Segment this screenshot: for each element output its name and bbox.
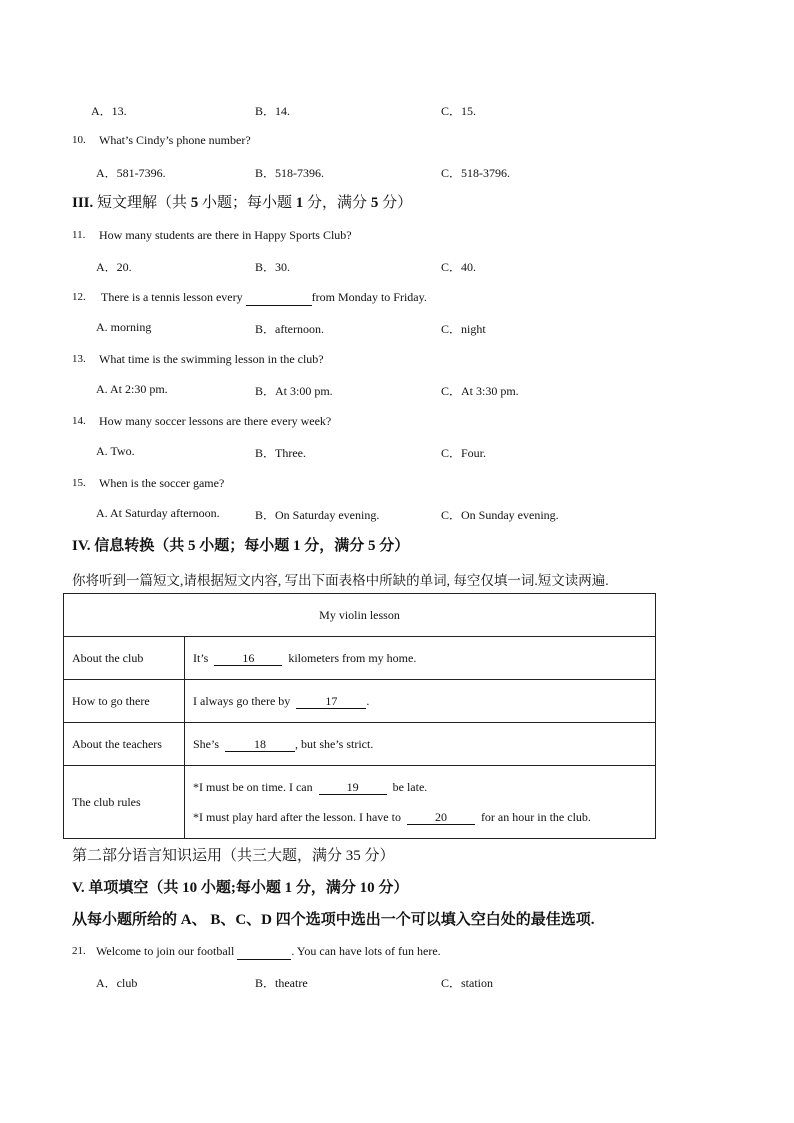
rule-text-before: *I must be on time. I can — [193, 780, 313, 794]
q15-option-c[interactable]: C．On Sunday evening. — [441, 508, 559, 522]
q14-option-a[interactable]: A. Two. — [96, 444, 135, 458]
q21-option-a[interactable]: A．club — [96, 976, 138, 990]
row-content — [185, 680, 656, 723]
answer-blank-16[interactable]: 16 — [214, 652, 282, 666]
q15-option-a[interactable]: A. At Saturday afternoon. — [96, 506, 220, 520]
section-text: 小题；每小题 — [202, 195, 293, 211]
answer-blank-20[interactable]: 20 — [407, 811, 475, 825]
row-content — [185, 637, 656, 680]
table-row — [64, 723, 656, 766]
q9-option-c[interactable]: C．15. — [441, 104, 477, 118]
row-text-after: kilometers from my home. — [288, 650, 417, 665]
q12-option-c[interactable]: C．night — [441, 322, 486, 336]
answer-blank-19[interactable]: 19 — [319, 781, 387, 795]
section-each: 1 — [295, 195, 304, 211]
row-content — [185, 723, 656, 766]
row-label: About the teachers — [64, 723, 185, 766]
table-row — [64, 766, 656, 839]
question-text: How many soccer lessons are there every week? — [99, 414, 332, 428]
table-title: My violin lesson — [64, 594, 656, 637]
q10-option-c[interactable]: C．518-3796. — [441, 166, 511, 180]
part-2-heading: 第二部分语言知识运用（共三大题，满分 35 分） — [72, 848, 395, 864]
question-number: 10. — [72, 134, 86, 146]
q21-option-c[interactable]: C．station — [441, 976, 494, 990]
question-text: What time is the swimming lesson in the club? — [99, 352, 324, 366]
question-number: 14. — [72, 415, 86, 427]
row-label: The club rules — [64, 766, 185, 839]
info-table — [63, 593, 656, 839]
q13-option-c[interactable]: C．At 3:30 pm. — [441, 384, 519, 398]
question-number: 13. — [72, 353, 86, 365]
section-5-heading: V. 单项填空（共 10 小题;每小题 1 分，满分 10 分） — [72, 880, 409, 896]
section-5-instruction: 从每小题所给的 A、 B、C、D 四个选项中选出一个可以填入空白处的最佳选项. — [72, 912, 595, 928]
rule-text-before: *I must play hard after the lesson. I have to — [193, 810, 401, 824]
rule-text-after: for an hour in the club. — [480, 810, 591, 824]
question-text-before: Welcome to join our football — [96, 944, 235, 958]
question-text-after: from Monday to Friday. — [311, 290, 427, 304]
row-label: How to go there — [64, 680, 185, 723]
section-4-heading: IV. 信息转换（共 5 小题；每小题 1 分，满分 5 分） — [72, 538, 410, 554]
q21-option-b[interactable]: B．theatre — [255, 976, 308, 990]
q9-option-a[interactable]: A．13. — [91, 104, 127, 118]
q9-option-b[interactable]: B．14. — [255, 104, 291, 118]
question-number: 12. — [72, 291, 86, 303]
section-count: 5 — [190, 195, 199, 211]
section-3-heading — [72, 194, 412, 212]
q13-option-a[interactable]: A. At 2:30 pm. — [96, 382, 168, 396]
row-text-after: . — [366, 693, 370, 708]
row-text-before: It’s — [193, 650, 209, 665]
question-text: When is the soccer game? — [99, 476, 225, 490]
section-title: 短文理解（共 — [97, 195, 188, 211]
q14-option-b[interactable]: B．Three. — [255, 446, 306, 460]
table-row — [64, 637, 656, 680]
question-text: What’s Cindy’s phone number? — [99, 133, 251, 147]
q14-option-c[interactable]: C．Four. — [441, 446, 487, 460]
rule-line-1 — [193, 779, 647, 795]
table-title-row — [64, 594, 656, 637]
question-number: 21. — [72, 945, 86, 957]
question-text — [96, 943, 441, 960]
q10-option-a[interactable]: A．581-7396. — [96, 166, 166, 180]
row-content — [185, 766, 656, 839]
q15-option-b[interactable]: B．On Saturday evening. — [255, 508, 380, 522]
question-text-before: There is a tennis lesson every — [101, 290, 243, 304]
q11-option-c[interactable]: C．40. — [441, 260, 477, 274]
q11-option-a[interactable]: A．20. — [96, 260, 132, 274]
row-text-after: , but she’s strict. — [295, 736, 374, 751]
question-number: 15. — [72, 477, 86, 489]
question-text: How many students are there in Happy Sports Club? — [99, 228, 352, 242]
q10-option-b[interactable]: B．518-7396. — [255, 166, 325, 180]
section-text: 分，满分 — [307, 195, 368, 211]
answer-blank-18[interactable]: 18 — [225, 738, 295, 752]
answer-blank-17[interactable]: 17 — [296, 695, 366, 709]
question-text-after: . You can have lots of fun here. — [291, 944, 441, 958]
q11-option-b[interactable]: B．30. — [255, 260, 291, 274]
section-total: 5 — [370, 195, 379, 211]
q13-option-b[interactable]: B．At 3:00 pm. — [255, 384, 333, 398]
section-text: 分） — [382, 195, 413, 211]
q12-option-a[interactable]: A. morning — [96, 320, 152, 334]
row-text-before: I always go there by — [193, 693, 291, 708]
q12-option-b[interactable]: B．afternoon. — [255, 322, 324, 336]
section-roman: III. — [72, 195, 94, 211]
table-row — [64, 680, 656, 723]
section-4-instruction: 你将听到一篇短文,请根据短文内容, 写出下面表格中所缺的单词, 每空仅填一词.短文读两遍. — [72, 573, 609, 588]
row-text-before: She’s — [193, 736, 220, 751]
answer-blank — [237, 943, 291, 960]
rule-line-2 — [193, 809, 647, 825]
question-number: 11. — [72, 229, 86, 241]
answer-blank — [246, 289, 312, 306]
row-label: About the club — [64, 637, 185, 680]
question-text — [101, 289, 427, 306]
rule-text-after: be late. — [392, 780, 428, 794]
